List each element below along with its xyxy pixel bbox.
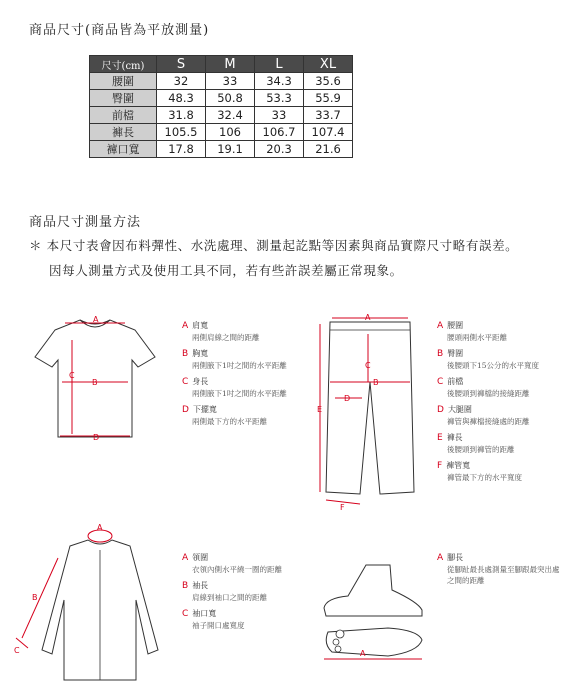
table-cell: 50.8 (206, 90, 255, 107)
row-label: 前檔 (90, 107, 157, 124)
table-cell: 105.5 (157, 124, 206, 141)
table-row (90, 73, 353, 90)
table-cell: 34.3 (255, 73, 304, 90)
table-cell: 107.4 (304, 124, 353, 141)
foot-legend (437, 552, 562, 591)
table-cell: 32 (157, 73, 206, 90)
table-cell: 33 (206, 73, 255, 90)
tshirt-legend (182, 320, 312, 432)
measure-label: F (340, 503, 345, 512)
table-cell: 20.3 (255, 141, 304, 158)
shirt-legend (182, 552, 312, 636)
table-cell: 21.6 (304, 141, 353, 158)
size-table (89, 55, 353, 158)
legend-item: C 前檔 後腰頭到褲檔的接縫距離 (437, 377, 530, 398)
legend-item: B 臀圍 後腰頭下15公分的水平寬度 (437, 349, 540, 370)
legend-item: A 腳長 從腳趾最長處測量至腳跟最突出處之間的距離 (437, 553, 560, 585)
section-title: 商品尺寸(商品皆為平放測量) (29, 23, 210, 38)
legend-item: B 胸寬 兩側腋下1吋之間的水平距離 (182, 349, 287, 370)
measure-label: A (360, 649, 366, 658)
table-cell: 106.7 (255, 124, 304, 141)
row-label: 褲長 (90, 124, 157, 141)
table-row (90, 141, 353, 158)
note-line-2: 因每人測量方式及使用工具不同，若有些許誤差屬正常現象。 (49, 263, 403, 278)
table-row (90, 107, 353, 124)
table-cell: 106 (206, 124, 255, 141)
measure-label: A (97, 523, 103, 532)
table-cell: 53.3 (255, 90, 304, 107)
legend-item: A 領圍 衣領內側水平繞一圈的距離 (182, 553, 282, 574)
legend-item: B 袖長 肩線到袖口之間的距離 (182, 581, 267, 602)
measure-label: A (93, 315, 99, 324)
tshirt-diagram (20, 312, 170, 447)
row-label: 褲口寬 (90, 141, 157, 158)
size-header: M (206, 56, 255, 73)
measure-label: D (344, 394, 351, 403)
table-row (90, 124, 353, 141)
pants-legend (437, 320, 572, 488)
legend-item: C 袖口寬 袖子開口處寬度 (182, 609, 245, 630)
table-cell: 48.3 (157, 90, 206, 107)
measure-label: B (373, 378, 379, 387)
pants-diagram (310, 312, 425, 512)
legend-item: E 褲長 後腰頭到褲管的距離 (437, 433, 515, 454)
foot-diagram (318, 560, 428, 670)
measure-label: C (69, 371, 75, 380)
measure-label: B (32, 593, 38, 602)
table-cell: 17.8 (157, 141, 206, 158)
note-line-1: ＊ 本尺寸表會因布料彈性、水洗處理、測量起訖點等因素與商品實際尺寸略有誤差。 (29, 238, 519, 253)
shirt-diagram (8, 520, 178, 685)
table-cell: 33.7 (304, 107, 353, 124)
size-table-corner: 尺寸(cm) (90, 56, 157, 73)
legend-item: D 大腿圍 褲管與褲檔接縫處的距離 (437, 405, 530, 426)
legend-item: A 肩寬 兩側肩線之間的距離 (182, 321, 260, 342)
table-cell: 55.9 (304, 90, 353, 107)
table-cell: 33 (255, 107, 304, 124)
table-cell: 19.1 (206, 141, 255, 158)
measure-label: C (14, 646, 20, 655)
row-label: 臀圍 (90, 90, 157, 107)
legend-item: C 身長 兩側腋下1吋之間的水平距離 (182, 377, 287, 398)
measure-label: C (365, 361, 371, 370)
table-row (90, 90, 353, 107)
measure-label: A (365, 313, 371, 322)
legend-item: D 下擺寬 兩側最下方的水平距離 (182, 405, 267, 426)
size-table-header (90, 56, 353, 73)
measure-label: D (93, 433, 100, 442)
method-title: 商品尺寸測量方法 (29, 215, 142, 230)
row-label: 腰圍 (90, 73, 157, 90)
measure-label: E (317, 405, 323, 414)
table-cell: 32.4 (206, 107, 255, 124)
measure-label: B (92, 378, 98, 387)
legend-item: A 腰圍 腰頭兩側水平距離 (437, 321, 507, 342)
table-cell: 35.6 (304, 73, 353, 90)
size-header: S (157, 56, 206, 73)
legend-item: F 褲管寬 褲管最下方的水平寬度 (437, 461, 522, 482)
table-cell: 31.8 (157, 107, 206, 124)
size-header: XL (304, 56, 353, 73)
size-header: L (255, 56, 304, 73)
